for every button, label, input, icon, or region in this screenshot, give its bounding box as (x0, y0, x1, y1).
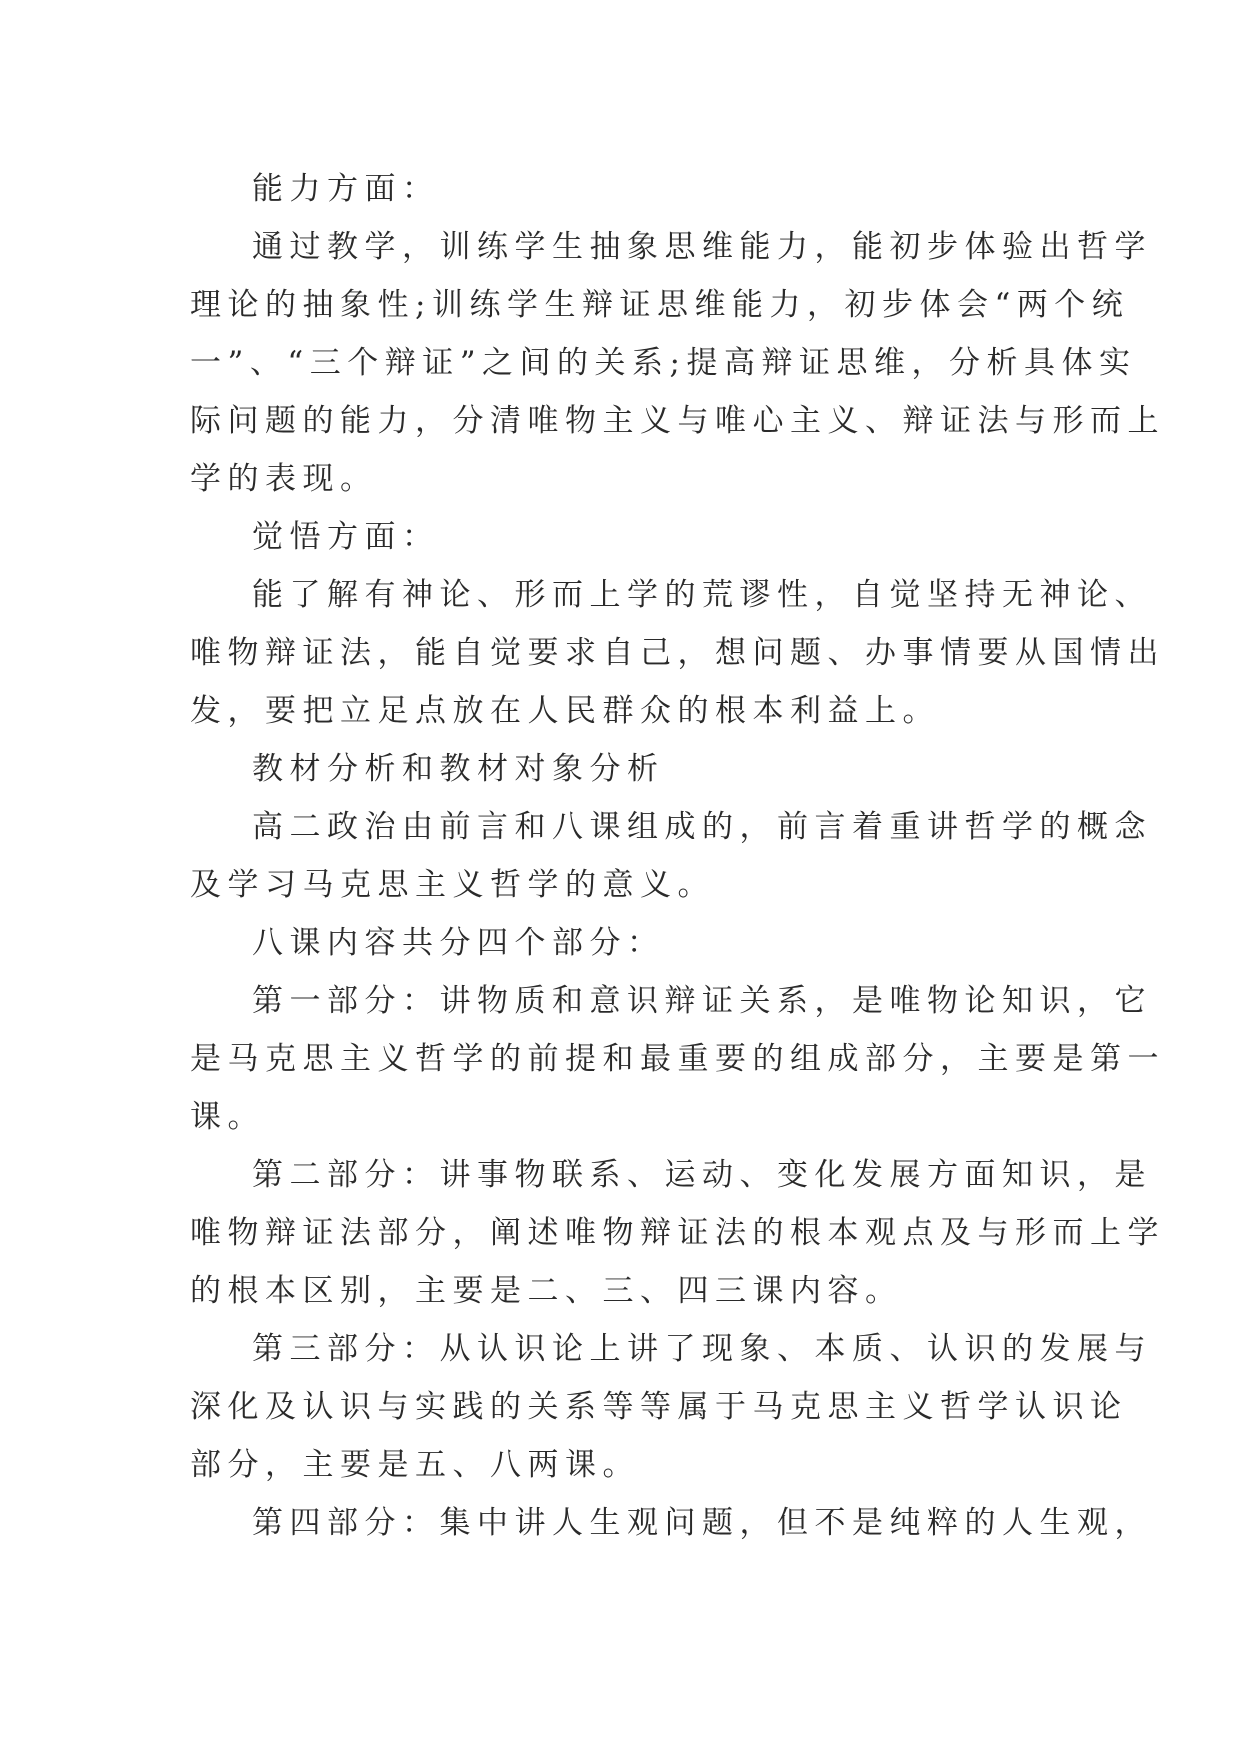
paragraph-line: 唯物辩证法，能自觉要求自己，想问题、办事情要从国情出 (190, 635, 1165, 671)
paragraph-line: 理论的抽象性;训练学生辩证思维能力，初步体会“两个统 (190, 287, 1130, 323)
paragraph-line: 发，要把立足点放在人民群众的根本利益上。 (190, 693, 940, 729)
paragraph-line: 通过教学，训练学生抽象思维能力，能初步体验出哲学 (252, 229, 1152, 265)
paragraph-line: 际问题的能力，分清唯物主义与唯心主义、辩证法与形而上 (190, 403, 1165, 439)
paragraph-line: 学的表现。 (190, 461, 378, 497)
paragraph-heading: 能力方面： (252, 171, 440, 207)
paragraph-line: 第三部分：从认识论上讲了现象、本质、认识的发展与 (252, 1331, 1152, 1367)
paragraph-line: 深化及认识与实践的关系等等属于马克思主义哲学认识论 (190, 1389, 1128, 1425)
paragraph-line: 第一部分：讲物质和意识辩证关系，是唯物论知识，它 (252, 983, 1152, 1019)
paragraph-line: 唯物辩证法部分，阐述唯物辩证法的根本观点及与形而上学 (190, 1215, 1165, 1251)
paragraph-line: 的根本区别，主要是二、三、四三课内容。 (190, 1273, 903, 1309)
paragraph-heading: 教材分析和教材对象分析 (252, 751, 665, 787)
paragraph-heading: 八课内容共分四个部分： (252, 925, 665, 961)
paragraph-line: 高二政治由前言和八课组成的，前言着重讲哲学的概念 (252, 809, 1152, 845)
paragraph-line: 能了解有神论、形而上学的荒谬性，自觉坚持无神论、 (252, 577, 1152, 613)
paragraph-line: 及学习马克思主义哲学的意义。 (190, 867, 715, 903)
document-page (190, 160, 1165, 1552)
paragraph-line: 课。 (190, 1099, 265, 1135)
paragraph-line: 是马克思主义哲学的前提和最重要的组成部分，主要是第一 (190, 1041, 1165, 1077)
paragraph-heading: 觉悟方面： (252, 519, 440, 555)
paragraph-line: 第四部分：集中讲人生观问题，但不是纯粹的人生观， (252, 1505, 1152, 1541)
paragraph-line: 一”、“三个辩证”之间的关系;提高辩证思维，分析具体实 (190, 345, 1137, 381)
paragraph-line: 部分，主要是五、八两课。 (190, 1447, 640, 1483)
paragraph-line: 第二部分：讲事物联系、运动、变化发展方面知识，是 (252, 1157, 1152, 1193)
